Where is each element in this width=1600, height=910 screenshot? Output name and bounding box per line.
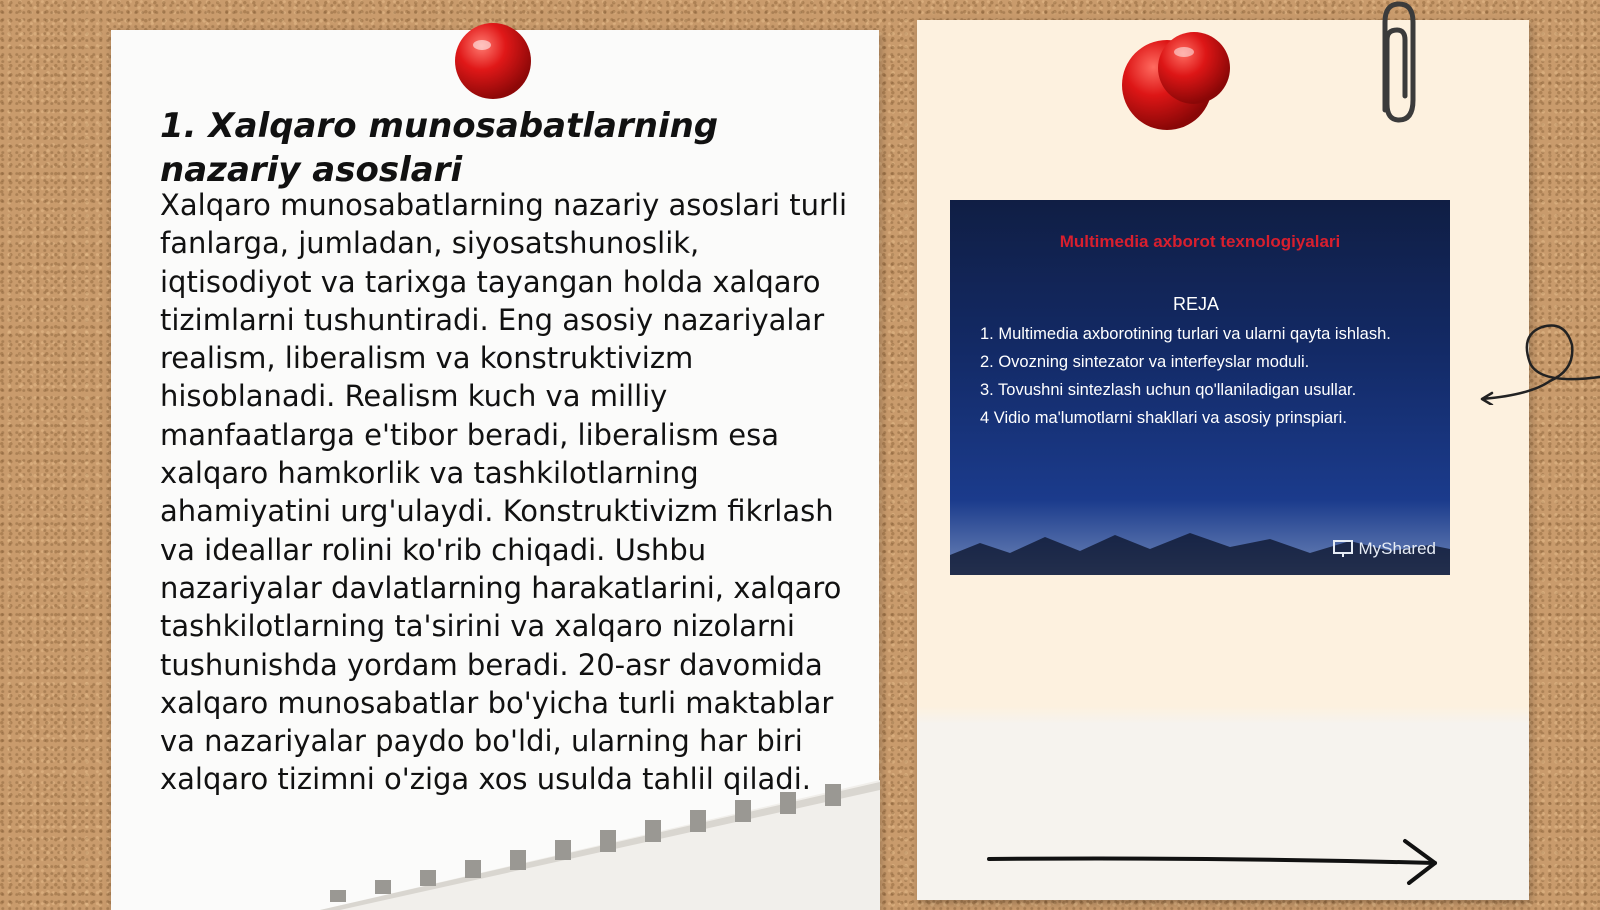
slide-title: Multimedia axborot texnologiyalari xyxy=(1059,232,1341,251)
body-paragraph: Xalqaro munosabatlarning nazariy asoslari turli fanlarga, jumladan, siyosatshunoslik, iqtisodiyot va tarixga tayangan holda xalqaro tizimlarni tushuntiradi. Eng asosiy nazariyalar realism, liberalism va konstruktivizm hisoblanadi. Realism kuch va milliy manfaatlarga e'tibor beradi, liberalism esa xalqaro hamkorlik va tashkilotlarning ahamiyatini urg'ulaydi. Konstruktivizm fikrlash va ideallar rolini ko'rib chiqadi. Ushbu nazariyalar davlatlarning harakatlarini, xalqaro tashkilotlarning ta'sirini va xalqaro nizolarni tushunishda yordam beradi. 20-asr davomida xalqaro munosabatlar bo'yicha turli maktablar va nazariyalar paydo bo'ldi, ularning har biri xalqaro tizimni o'ziga xos usulda tahlil qiladi. xyxy=(160,188,848,797)
page-title: 1. Xalqaro munosabatlarning nazariy asoslari xyxy=(160,106,719,190)
list-item: 3. Tovushni sintezlash uchun qo'llaniladigan usullar. xyxy=(980,381,1357,399)
list-item: 4 Vidio ma'lumotlarni shakllari va asosiy prinspiari. xyxy=(980,409,1347,427)
watermark-text: MyShared xyxy=(1358,539,1436,558)
paperclip-icon xyxy=(1375,0,1421,126)
red-pushpin-icon xyxy=(1122,30,1238,134)
slide-subtitle: REJA xyxy=(1172,294,1219,314)
slide-thumbnail xyxy=(950,200,1450,575)
list-item: 1. Multimedia axborotining turlari va ularni qayta ishlash. xyxy=(980,325,1391,343)
slide-plan-list xyxy=(980,323,1420,435)
list-item: 2. Ovozning sintezator va interfeyslar moduli. xyxy=(980,353,1310,371)
slide-watermark xyxy=(1333,539,1436,559)
scribble-doodle-icon xyxy=(1480,315,1600,405)
presentation-icon xyxy=(1333,540,1353,558)
red-pushpin-icon xyxy=(452,20,534,102)
arrow-right-icon xyxy=(985,835,1445,885)
